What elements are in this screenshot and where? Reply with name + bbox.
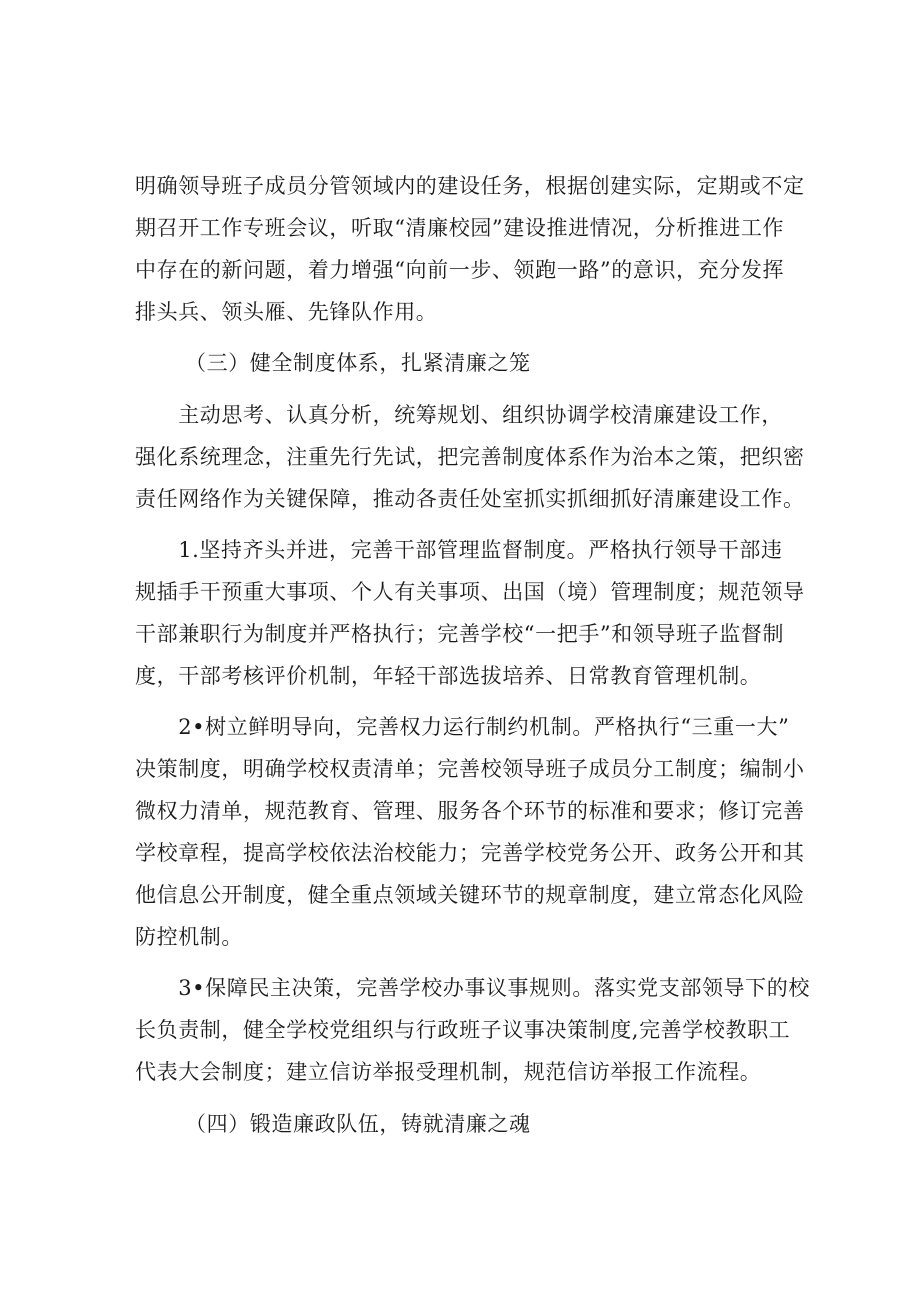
text-line: 度，干部考核评价机制，年轻干部选拔培养、日常教育管理机制。 [135,664,762,688]
text-line: 学校章程，提高学校依法治校能力；完善学校党务公开、政务公开和其 [135,841,805,865]
text-line: 明确领导班子成员分管领域内的建设任务，根据创建实际，定期或不定 [135,174,805,198]
text-line: 中存在的新问题，着力增强“向前一步、领跑一路”的意识，充分发挥 [135,258,785,282]
text-line: 主动思考、认真分析，统筹规划、组织协调学校清廉建设工作， [135,403,783,427]
text-line: 长负责制，健全学校党组织与行政班子议事决策制度,完善学校教职工 [135,1018,791,1042]
text-line: 1.坚持齐头并进，完善干部管理监督制度。严格执行领导干部违 [135,538,783,562]
section-3-heading: （三）健全制度体系，扎紧清廉之笼 [185,351,531,375]
section-4-heading: （四）锻造廉政队伍，铸就清廉之魂 [185,1112,531,1136]
text-line: 期召开工作专班会议，听取“清廉校园”建设推进情况，分析推进工作 [135,216,785,240]
text-line: 微权力清单，规范教育、管理、服务各个环节的标准和要求；修订完善 [135,799,805,823]
text-line: 他信息公开制度，健全重点领域关键环节的规章制度，建立常态化风险 [135,883,805,907]
text-line: 排头兵、领头雁、先锋队作用。 [135,300,438,324]
text-line: 防控机制。 [135,925,243,949]
text-line: 2•树立鲜明导向，完善权力运行制约机制。严格执行“三重一大” [135,715,790,739]
text-line: 干部兼职行为制度并严格执行；完善学校“一把手”和领导班子监督制 [135,622,785,646]
text-line: 3•保障民主决策，完善学校办事议事规则。落实党支部领导下的校 [135,976,810,1000]
text-line: 代表大会制度；建立信访举报受理机制，规范信访举报工作流程。 [135,1060,762,1084]
text-line: 决策制度，明确学校权责清单；完善校领导班子成员分工制度；编制小 [135,757,805,781]
text-line: 强化系统理念，注重先行先试，把完善制度体系作为治本之策，把织密 [135,445,805,469]
text-line: 规插手干预重大事项、个人有关事项、出国（境）管理制度；规范领导 [135,580,805,604]
text-line: 责任网络作为关键保障，推动各责任处室抓实抓细抓好清廉建设工作。 [135,487,805,511]
